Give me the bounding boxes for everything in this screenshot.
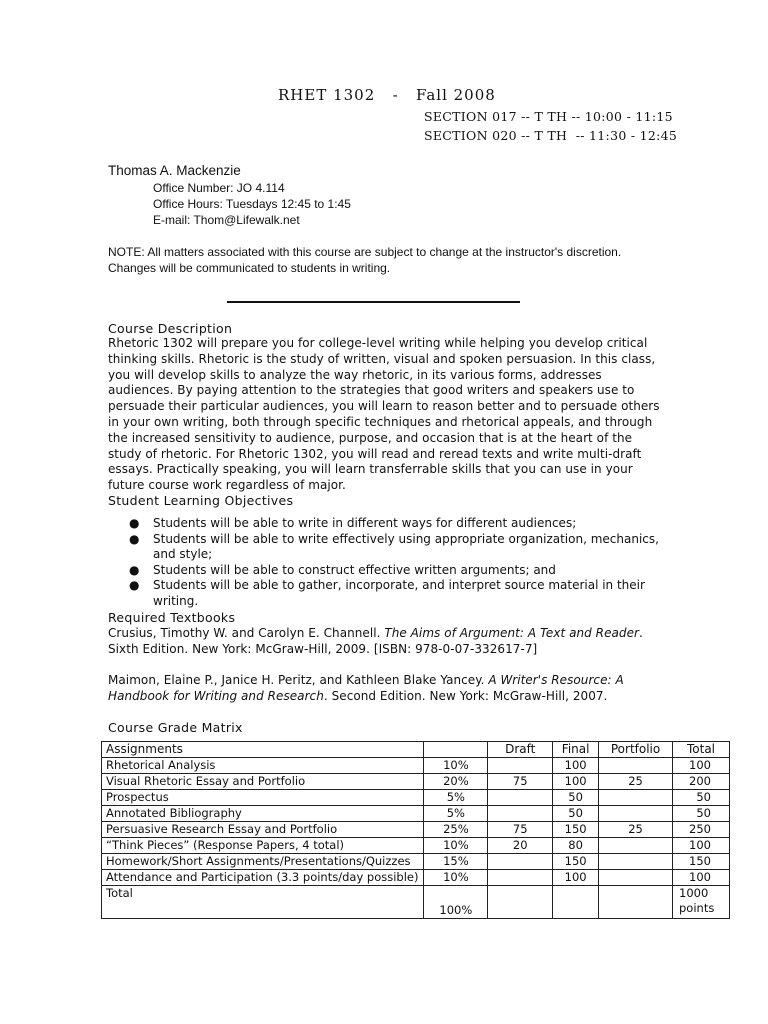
table-total-row	[102, 886, 730, 919]
objectives-heading: Student Learning Objectives	[108, 493, 294, 508]
table-cell	[599, 886, 673, 919]
column-header: Draft	[488, 742, 553, 758]
textbook-citation-2: Maimon, Elaine P., Janice H. Peritz, and Kathleen Blake Yancey. A Writer's Resource: A Handbook for Writing and Research. Second Edition. New York: McGraw-Hill, 2007.	[108, 673, 624, 703]
table-cell: 250	[673, 822, 730, 838]
table-cell	[488, 790, 553, 806]
table-cell: 10%	[424, 838, 488, 854]
bullet-icon: ●	[129, 531, 140, 546]
course-description-text: Rhetoric 1302 will prepare you for college-level writing while helping you develop critical thinking skills. Rhetoric is the study of written, visual and spoken persuasion. In this class, you will develop skills to analyze the way rhetoric, in its various forms, addresses audiences. By paying attention to the strategies that good writers and speakers use to persuade their particular audiences, you will learn to reason better and to persuade others in your own writing, both through specific techniques and rhetorical appeals, and through the increased sensitivity to audience, purpose, and occasion that is at the heart of the study of rhetoric. For Rhetoric 1302, you will read and reread texts and write multi-draft essays. Practically speaking, you will learn transferrable skills that you can use in your future course work regardless of major.	[108, 336, 660, 493]
table-cell	[599, 854, 673, 870]
table-cell: 75	[488, 774, 553, 790]
table-cell	[488, 758, 553, 774]
table-cell: 100	[553, 758, 599, 774]
table-cell: Attendance and Participation (3.3 points/day possible)	[102, 870, 424, 886]
table-cell: 75	[488, 822, 553, 838]
office-number: Office Number: JO 4.114	[153, 181, 285, 195]
textbooks-heading: Required Textbooks	[108, 610, 236, 625]
table-cell: 100	[553, 870, 599, 886]
table-cell	[599, 806, 673, 822]
bullet-icon: ●	[129, 516, 140, 530]
list-item: ● Students will be able to gather, incorporate, and interpret source material in their writing.	[129, 578, 645, 608]
table-cell: 100	[553, 774, 599, 790]
table-row	[102, 806, 730, 822]
table-cell: Rhetorical Analysis	[102, 758, 424, 774]
total-label: Total	[102, 886, 424, 919]
table-cell: 150	[553, 822, 599, 838]
table-cell: 25%	[424, 822, 488, 838]
table-cell: 50	[553, 790, 599, 806]
table-cell: 10%	[424, 870, 488, 886]
table-cell: 15%	[424, 854, 488, 870]
list-item: ● Students will be able to write effectively using appropriate organization, mechanics, and style;	[129, 531, 659, 562]
list-item: ● Students will be able to construct effective written arguments; and	[129, 562, 556, 577]
table-cell: “Think Pieces” (Response Papers, 4 total)	[102, 838, 424, 854]
table-header-row	[102, 742, 730, 758]
grade-matrix-table	[101, 741, 730, 919]
table-cell: 80	[553, 838, 599, 854]
column-header	[424, 742, 488, 758]
table-row	[102, 854, 730, 870]
textbook-citation-1: Crusius, Timothy W. and Carolyn E. Channell. The Aims of Argument: A Text and Reader. Sixth Edition. New York: McGraw-Hill, 2009. [ISBN: 978-0-07-332617-7]	[108, 626, 643, 656]
table-cell: 10%	[424, 758, 488, 774]
course-title: RHET 1302 - Fall 2008	[278, 86, 496, 104]
table-row	[102, 870, 730, 886]
section-divider	[227, 301, 520, 303]
column-header: Total	[673, 742, 730, 758]
table-cell	[488, 806, 553, 822]
table-cell: 150	[673, 854, 730, 870]
table-cell: Visual Rhetoric Essay and Portfolio	[102, 774, 424, 790]
table-cell: 5%	[424, 790, 488, 806]
table-cell: Homework/Short Assignments/Presentations/Quizzes	[102, 854, 424, 870]
table-cell: Persuasive Research Essay and Portfolio	[102, 822, 424, 838]
change-note: NOTE: All matters associated with this course are subject to change at the instructor's discretion. Changes will be communicated to students in writing.	[108, 245, 622, 275]
table-cell	[599, 790, 673, 806]
table-cell	[488, 886, 553, 919]
table-cell: Annotated Bibliography	[102, 806, 424, 822]
table-cell: 100	[673, 838, 730, 854]
table-cell: 50	[673, 806, 730, 822]
column-header: Final	[553, 742, 599, 758]
textbook-title-1: The Aims of Argument: A Text and Reader	[384, 626, 639, 640]
table-row	[102, 822, 730, 838]
table-cell: 50	[673, 790, 730, 806]
table-row	[102, 758, 730, 774]
table-cell: 20%	[424, 774, 488, 790]
table-cell: 50	[553, 806, 599, 822]
bullet-icon: ●	[129, 562, 140, 577]
table-cell: Prospectus	[102, 790, 424, 806]
table-cell: 5%	[424, 806, 488, 822]
bullet-icon: ●	[129, 578, 140, 593]
table-cell	[599, 758, 673, 774]
course-description-heading: Course Description	[108, 321, 233, 336]
table-cell: 25	[599, 822, 673, 838]
table-cell: 20	[488, 838, 553, 854]
table-cell: 25	[599, 774, 673, 790]
table-cell: 100	[673, 758, 730, 774]
total-percent: 100%	[424, 886, 488, 919]
textbook-title-2: A Writer's Resource: A Handbook for Writing and Research	[108, 673, 624, 703]
section-017-schedule: SECTION 017 -- T TH -- 10:00 - 11:15	[424, 109, 673, 124]
grade-matrix-heading: Course Grade Matrix	[108, 720, 243, 735]
table-row	[102, 838, 730, 854]
objectives-list	[108, 516, 668, 610]
instructor-email: E-mail: Thom@Lifewalk.net	[153, 213, 300, 227]
table-row	[102, 790, 730, 806]
total-points: 1000 points	[673, 886, 730, 919]
table-cell	[553, 886, 599, 919]
table-cell: 150	[553, 854, 599, 870]
table-cell: 100	[673, 870, 730, 886]
instructor-name: Thomas A. Mackenzie	[108, 163, 241, 178]
column-header: Portfolio	[599, 742, 673, 758]
table-cell	[488, 870, 553, 886]
list-item: ● Students will be able to write in different ways for different audiences;	[129, 516, 577, 530]
table-cell: 200	[673, 774, 730, 790]
section-020-schedule: SECTION 020 -- T TH -- 11:30 - 12:45	[424, 128, 678, 143]
table-cell	[599, 870, 673, 886]
column-header: Assignments	[102, 742, 424, 758]
office-hours: Office Hours: Tuesdays 12:45 to 1:45	[153, 197, 351, 211]
table-cell	[488, 854, 553, 870]
table-row	[102, 774, 730, 790]
table-cell	[599, 838, 673, 854]
